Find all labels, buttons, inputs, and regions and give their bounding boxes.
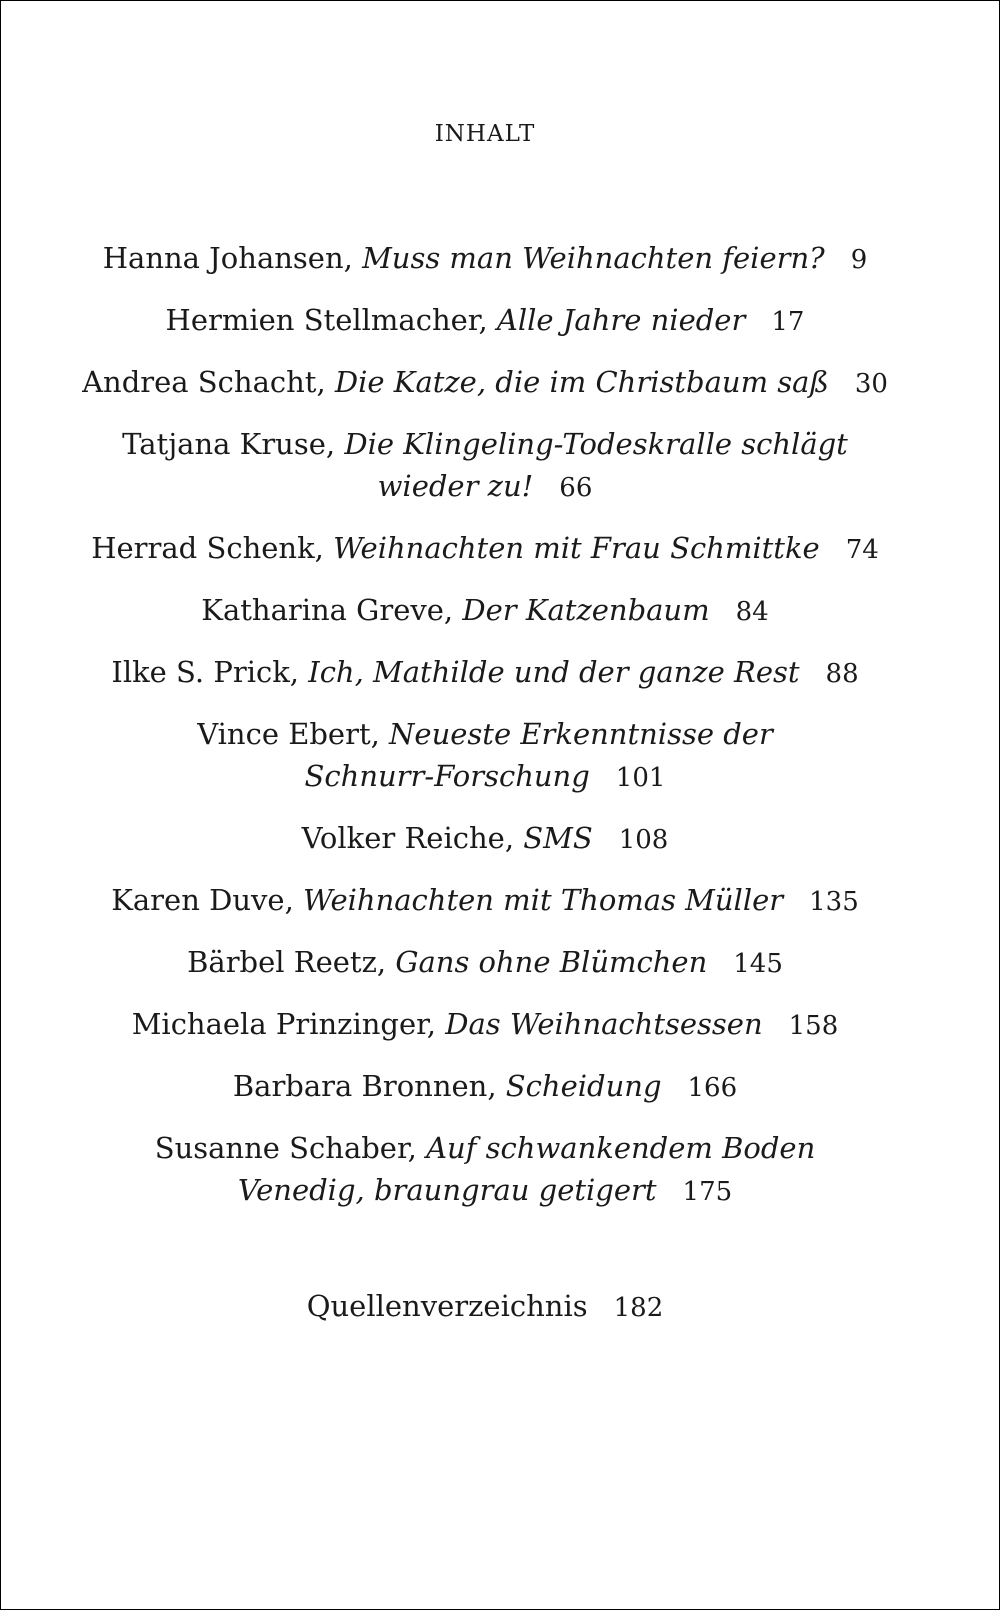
sources-label: Quellenverzeichnis [306,1289,588,1323]
toc-entry [1,237,969,281]
entry-title: Alle Jahre nieder [496,303,746,337]
entry-title-continued: Schnurr-Forschung [304,759,590,793]
entry-author: Tatjana Kruse, [122,427,336,461]
entry-author: Hanna Johansen, [102,241,353,275]
entry-title: Auf schwankendem Boden [426,1131,816,1165]
toc-entry [1,941,969,985]
entry-title: SMS [523,821,593,855]
toc-entry [1,299,969,343]
entry-author: Hermien Stellmacher, [165,303,488,337]
entry-author: Susanne Schaber, [154,1131,417,1165]
entry-author: Karen Duve, [111,883,294,917]
toc-entry [1,713,969,799]
toc-entry [1,361,969,405]
entry-title: Der Katzenbaum [462,593,710,627]
entry-title-continued: Venedig, braungrau getigert [237,1173,657,1207]
toc-entry [1,1127,969,1213]
entry-page: 30 [854,369,888,399]
entry-author: Barbara Bronnen, [232,1069,497,1103]
entry-page: 135 [809,887,859,917]
entry-title: Scheidung [505,1069,662,1103]
entry-title: Die Klingeling-Todeskralle schlägt [344,427,848,461]
entry-author: Andrea Schacht, [82,365,326,399]
entry-page: 166 [687,1073,738,1103]
toc-entry [1,423,969,509]
sources-page: 182 [613,1293,664,1323]
page-title: INHALT [434,121,536,147]
entry-page: 108 [618,825,669,855]
toc-entry [1,1065,969,1109]
entry-title: Die Katze, die im Christbaum saß [334,365,829,399]
entry-page: 9 [850,245,868,275]
entry-author: Volker Reiche, [301,821,515,855]
entry-author: Ilke S. Prick, [111,655,300,689]
entry-author: Herrad Schenk, [91,531,324,565]
entry-title-continued: wieder zu! [377,469,534,503]
entry-page: 88 [825,659,859,689]
entry-author: Katharina Greve, [201,593,454,627]
entry-page: 158 [788,1011,839,1041]
entry-author: Michaela Prinzinger, [131,1007,437,1041]
entry-title: Neueste Erkenntnisse der [389,717,773,751]
toc-entry [1,589,969,633]
entry-page: 17 [771,307,805,337]
entry-title: Weihnachten mit Thomas Müller [303,883,784,917]
entry-page: 74 [845,535,879,565]
entry-title: Das Weihnachtsessen [445,1007,763,1041]
entry-page: 175 [682,1177,733,1207]
entry-page: 84 [735,597,769,627]
entry-page: 101 [615,763,666,793]
toc-entry [1,1003,969,1047]
entry-author: Bärbel Reetz, [187,945,387,979]
entry-author: Vince Ebert, [197,717,380,751]
toc-entry [1,651,969,695]
entry-title: Ich, Mathilde und der ganze Rest [308,655,800,689]
entry-page: 145 [733,949,783,979]
entry-page: 66 [559,473,593,503]
toc-entry [1,527,969,571]
sources-entry [1,1285,969,1329]
entry-title: Weihnachten mit Frau Schmittke [333,531,820,565]
toc-entry [1,817,969,861]
toc-entry [1,879,969,923]
entry-title: Gans ohne Blümchen [395,945,708,979]
entry-title: Muss man Weihnachten feiern? [362,241,825,275]
